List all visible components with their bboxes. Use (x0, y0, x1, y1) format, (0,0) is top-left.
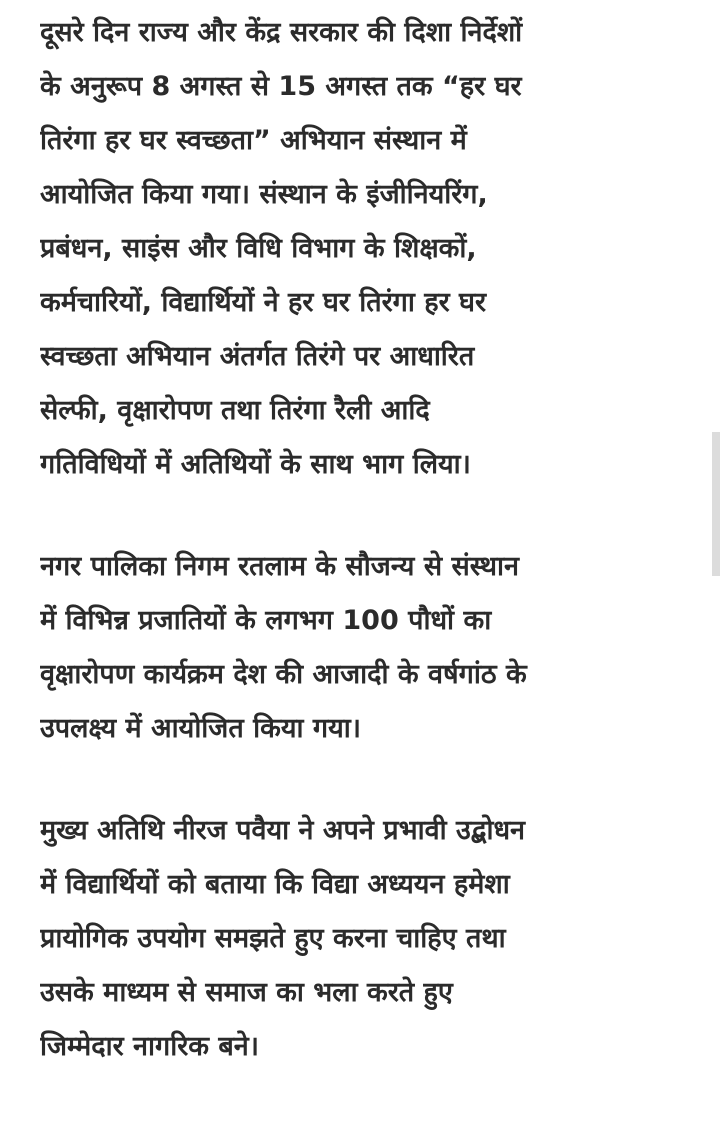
text-line: दूसरे दिन राज्य और केंद्र सरकार की दिशा निर्देशों (40, 17, 523, 48)
text-line: प्रबंधन, साइंस और विधि विभाग के शिक्षकों, (40, 233, 477, 264)
text-line: गतिविधियों में अतिथियों के साथ भाग लिया। (40, 449, 471, 480)
text-line: उपलक्ष्य में आयोजित किया गया। (40, 713, 361, 744)
text-line: प्रायोगिक उपयोग समझते हुए करना चाहिए तथा (40, 923, 506, 954)
text-line: के अनुरूप 8 अगस्त से 15 अगस्त तक “हर घर (40, 71, 522, 102)
paragraph (40, 540, 696, 756)
scrollbar-thumb[interactable] (712, 432, 720, 576)
text-line: में विद्यार्थियों को बताया कि विद्या अध्ययन हमेशा (40, 869, 510, 900)
text-line: नगर पालिका निगम रतलाम के सौजन्य से संस्थान (40, 551, 519, 582)
text-line: तिरंगा हर घर स्वच्छता” अभियान संस्थान में (40, 125, 467, 156)
text-line: स्वच्छता अभियान अंतर्गत तिरंगे पर आधारित (40, 341, 475, 372)
article-body (40, 6, 696, 1074)
text-line: सेल्फी, वृक्षारोपण तथा तिरंगा रैली आदि (40, 395, 430, 426)
text-line: जिम्मेदार नागरिक बने। (40, 1031, 260, 1062)
text-line: मुख्य अतिथि नीरज पवैया ने अपने प्रभावी उद्बोधन (40, 815, 526, 846)
text-line: कर्मचारियों, विद्यार्थियों ने हर घर तिरंगा हर घर (40, 287, 487, 318)
text-line: में विभिन्न प्रजातियों के लगभग 100 पौधों का (40, 605, 492, 636)
text-line: वृक्षारोपण कार्यक्रम देश की आजादी के वर्षगांठ के (40, 659, 527, 690)
paragraph (40, 6, 696, 492)
text-line: उसके माध्यम से समाज का भला करते हुए (40, 977, 453, 1008)
paragraph (40, 804, 696, 1074)
text-line: आयोजित किया गया। संस्थान के इंजीनियरिंग, (40, 179, 488, 210)
